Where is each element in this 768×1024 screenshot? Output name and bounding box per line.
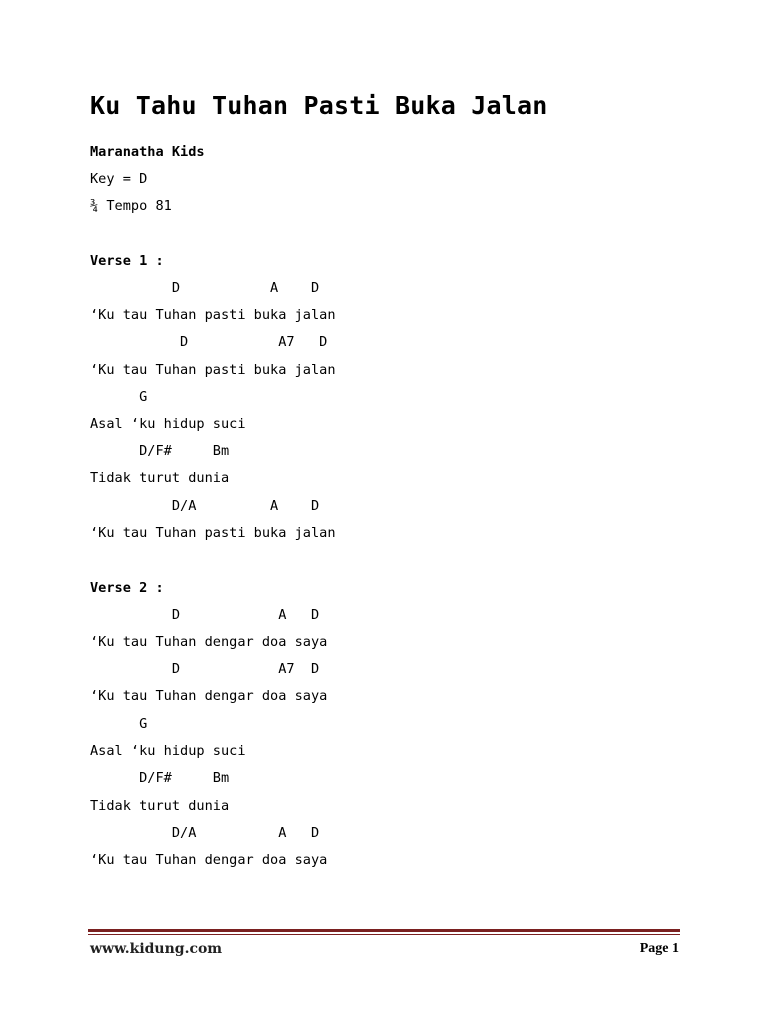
lyric-line: Asal ‘ku hidup suci [90, 416, 246, 432]
lyric-line: Tidak turut dunia [90, 798, 230, 814]
chord-line: D/A A D [90, 498, 320, 514]
chord-line: D A D [90, 280, 320, 296]
footer-website: www.kidung.com [90, 941, 223, 957]
verse-1-label: Verse 1 : [90, 253, 164, 269]
footer-divider-thin [88, 934, 680, 935]
song-tempo: ¾ Tempo 81 [90, 198, 172, 214]
lyric-line: ‘Ku tau Tuhan pasti buka jalan [90, 362, 336, 378]
lyric-line: ‘Ku tau Tuhan pasti buka jalan [90, 525, 336, 541]
chord-line: D A D [90, 607, 320, 623]
lyric-line: Tidak turut dunia [90, 470, 230, 486]
chord-line: G [90, 389, 148, 405]
verse-2-label: Verse 2 : [90, 580, 164, 596]
chord-line: G [90, 716, 148, 732]
lyric-line: ‘Ku tau Tuhan dengar doa saya [90, 852, 328, 868]
artist-name: Maranatha Kids [90, 144, 205, 160]
song-key: Key = D [90, 171, 148, 187]
song-title: Ku Tahu Tuhan Pasti Buka Jalan [90, 91, 548, 120]
chord-line: D A7 D [90, 661, 320, 677]
chord-line: D A7 D [90, 334, 328, 350]
lyric-line: ‘Ku tau Tuhan dengar doa saya [90, 688, 328, 704]
chord-line: D/A A D [90, 825, 320, 841]
chord-line: D/F# Bm [90, 443, 230, 459]
chord-line: D/F# Bm [90, 770, 230, 786]
lyric-line: ‘Ku tau Tuhan dengar doa saya [90, 634, 328, 650]
lyric-line: Asal ‘ku hidup suci [90, 743, 246, 759]
page-number: Page 1 [639, 941, 679, 956]
footer-divider [88, 929, 680, 932]
lyric-line: ‘Ku tau Tuhan pasti buka jalan [90, 307, 336, 323]
